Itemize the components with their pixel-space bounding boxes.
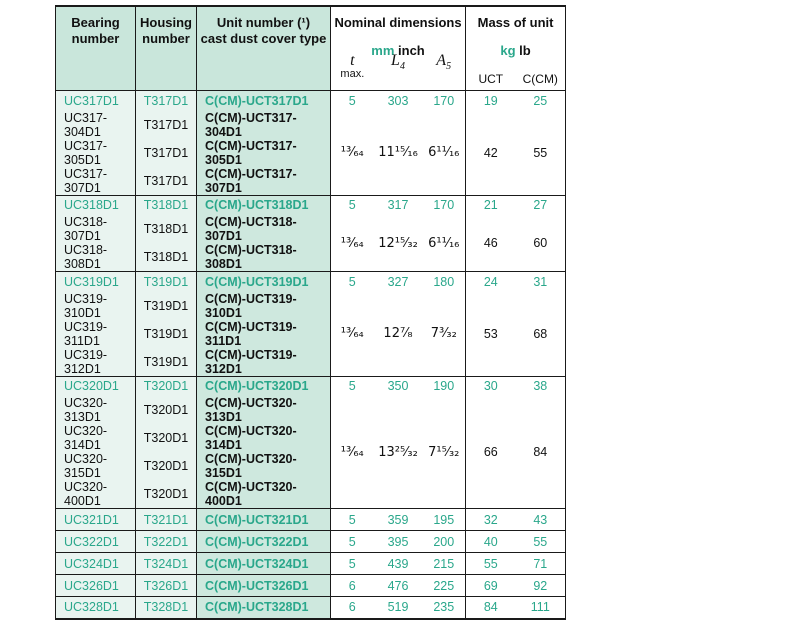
unit-number-cell: C(CM)-UCT320-315D1: [197, 452, 331, 480]
a5-label: A: [436, 51, 447, 69]
ccm-kg-value: 27: [516, 195, 566, 215]
l4-mm-value: 303: [374, 91, 423, 111]
bearing-number-cell: UC319D1: [56, 272, 136, 292]
a5-inch-value: 7³⁄₃₂: [423, 292, 466, 377]
table-row: [56, 509, 566, 531]
unit-number-cell: C(CM)-UCT320-400D1: [197, 480, 331, 509]
mass-of-unit-label: Mass of unit: [477, 15, 554, 30]
unit-number-cell: C(CM)-UCT320-314D1: [197, 424, 331, 452]
l4-inch-value: 11¹⁵⁄₁₆: [374, 111, 423, 196]
table-row: [56, 531, 566, 553]
uct-kg-value: 19: [466, 91, 516, 111]
a5-inch-value: 7¹⁵⁄₃₂: [423, 396, 466, 509]
ccm-kg-value: 111: [516, 597, 566, 619]
t-inch-value: ¹³⁄₆₄: [331, 111, 374, 196]
ccm-column-label: C(CM): [522, 72, 558, 86]
bearing-number-cell: UC320D1: [56, 376, 136, 396]
t-mm-value: 5: [331, 195, 374, 215]
unit-number-cell: C(CM)-UCT317-307D1: [197, 167, 331, 196]
inch-unit-label: inch: [398, 43, 425, 58]
uct-kg-value: 21: [466, 195, 516, 215]
header-housing: [136, 6, 197, 91]
table-row: [56, 292, 566, 320]
a5-mm-value: 170: [423, 91, 466, 111]
a5-inch-value: 6¹¹⁄₁₆: [423, 111, 466, 196]
bearing-number-cell: UC320-314D1: [56, 424, 136, 452]
header-row: [56, 6, 566, 91]
unit-header-line2: cast dust cover type: [200, 31, 327, 46]
housing-number-cell: T328D1: [136, 597, 197, 619]
a5-subscript: 5: [446, 61, 452, 72]
table-row: [56, 553, 566, 575]
l4-mm-value: 519: [374, 597, 423, 619]
bearing-number-cell: UC318-308D1: [56, 243, 136, 272]
unit-header-line1: Unit number (¹): [216, 15, 311, 30]
unit-number-cell: C(CM)-UCT321D1: [197, 509, 331, 531]
table-row: [56, 575, 566, 597]
t-mm-value: 5: [331, 376, 374, 396]
housing-number-cell: T318D1: [136, 243, 197, 272]
t-label: t: [350, 51, 355, 69]
bearing-number-cell: UC320-313D1: [56, 396, 136, 424]
uct-kg-value: 69: [466, 575, 516, 597]
housing-number-cell: T322D1: [136, 531, 197, 553]
unit-number-cell: C(CM)-UCT328D1: [197, 597, 331, 619]
housing-number-cell: T317D1: [136, 91, 197, 111]
a5-mm-value: 225: [423, 575, 466, 597]
uct-kg-value: 24: [466, 272, 516, 292]
l4-inch-value: 12⁷⁄₈: [374, 292, 423, 377]
bearing-number-cell: UC319-312D1: [56, 348, 136, 377]
l4-mm-value: 359: [374, 509, 423, 531]
bearing-number-cell: UC320-400D1: [56, 480, 136, 509]
housing-number-cell: T317D1: [136, 111, 197, 139]
l4-inch-value: 13²⁵⁄₃₂: [374, 396, 423, 509]
nominal-dimensions-label: Nominal dimensions: [334, 15, 462, 30]
housing-number-cell: T324D1: [136, 553, 197, 575]
unit-number-cell: C(CM)-UCT319D1: [197, 272, 331, 292]
table-row: [56, 111, 566, 139]
table-row: [56, 376, 566, 396]
housing-number-cell: T317D1: [136, 139, 197, 167]
unit-number-cell: C(CM)-UCT319-310D1: [197, 292, 331, 320]
ccm-kg-value: 31: [516, 272, 566, 292]
header-bearing: [56, 6, 136, 91]
housing-number-cell: T320D1: [136, 396, 197, 424]
l4-column-header: [374, 53, 423, 88]
uct-kg-value: 55: [466, 553, 516, 575]
table-row: [56, 396, 566, 424]
bearing-number-cell: UC328D1: [56, 597, 136, 619]
l4-mm-value: 327: [374, 272, 423, 292]
a5-mm-value: 180: [423, 272, 466, 292]
ccm-kg-value: 43: [516, 509, 566, 531]
housing-number-cell: T321D1: [136, 509, 197, 531]
ccm-lb-value: 84: [516, 396, 566, 509]
mm-unit-label: mm: [371, 43, 395, 58]
l4-inch-value: 12¹⁵⁄₃₂: [374, 215, 423, 272]
l4-mm-value: 317: [374, 195, 423, 215]
housing-header-label: Housing number: [140, 15, 192, 46]
l4-mm-value: 350: [374, 376, 423, 396]
bearing-number-cell: UC318D1: [56, 195, 136, 215]
table-row: [56, 91, 566, 111]
l4-label: L: [391, 51, 400, 69]
a5-mm-value: 235: [423, 597, 466, 619]
t-mm-value: 6: [331, 597, 374, 619]
a5-mm-value: 195: [423, 509, 466, 531]
lb-unit-label: lb: [519, 43, 531, 58]
t-column-header: [331, 53, 374, 88]
t-mm-value: 5: [331, 272, 374, 292]
t-mm-value: 5: [331, 553, 374, 575]
t-mm-value: 5: [331, 509, 374, 531]
table-row: [56, 272, 566, 292]
uct-lb-value: 66: [466, 396, 516, 509]
uct-column-label: UCT: [478, 72, 504, 86]
housing-number-cell: T319D1: [136, 320, 197, 348]
uct-lb-value: 46: [466, 215, 516, 272]
unit-number-cell: C(CM)-UCT320-313D1: [197, 396, 331, 424]
l4-mm-value: 395: [374, 531, 423, 553]
housing-number-cell: T320D1: [136, 452, 197, 480]
bearing-number-cell: UC319-310D1: [56, 292, 136, 320]
header-mass-of-unit: [466, 6, 566, 91]
ccm-kg-value: 71: [516, 553, 566, 575]
a5-mm-value: 215: [423, 553, 466, 575]
housing-number-cell: T319D1: [136, 348, 197, 377]
unit-number-cell: C(CM)-UCT318-308D1: [197, 243, 331, 272]
housing-number-cell: T318D1: [136, 215, 197, 243]
uct-kg-value: 30: [466, 376, 516, 396]
bearing-number-cell: UC317-304D1: [56, 111, 136, 139]
ccm-kg-value: 38: [516, 376, 566, 396]
bearing-number-cell: UC319-311D1: [56, 320, 136, 348]
t-mm-value: 5: [331, 91, 374, 111]
bearing-units-table-wrap: [55, 5, 566, 620]
bearing-number-cell: UC324D1: [56, 553, 136, 575]
uct-lb-value: 53: [466, 292, 516, 377]
t-mm-value: 5: [331, 531, 374, 553]
ccm-lb-value: 68: [516, 292, 566, 377]
t-inch-value: ¹³⁄₆₄: [331, 396, 374, 509]
housing-number-cell: T317D1: [136, 167, 197, 196]
ccm-kg-value: 25: [516, 91, 566, 111]
table-row: [56, 195, 566, 215]
unit-number-cell: C(CM)-UCT319-311D1: [197, 320, 331, 348]
a5-mm-value: 170: [423, 195, 466, 215]
table-row: [56, 597, 566, 619]
unit-number-cell: C(CM)-UCT318-307D1: [197, 215, 331, 243]
bearing-number-cell: UC326D1: [56, 575, 136, 597]
bearing-number-cell: UC317D1: [56, 91, 136, 111]
unit-number-cell: C(CM)-UCT317-305D1: [197, 139, 331, 167]
a5-mm-value: 190: [423, 376, 466, 396]
ccm-lb-value: 55: [516, 111, 566, 196]
housing-number-cell: T319D1: [136, 272, 197, 292]
unit-number-cell: C(CM)-UCT317D1: [197, 91, 331, 111]
housing-number-cell: T318D1: [136, 195, 197, 215]
l4-subscript: 4: [399, 61, 405, 72]
t-max-label: max.: [340, 67, 365, 80]
l4-mm-value: 439: [374, 553, 423, 575]
table-row: [56, 215, 566, 243]
a5-column-header: [422, 53, 465, 88]
bearing-number-cell: UC321D1: [56, 509, 136, 531]
t-inch-value: ¹³⁄₆₄: [331, 215, 374, 272]
bearing-number-cell: UC320-315D1: [56, 452, 136, 480]
housing-number-cell: T319D1: [136, 292, 197, 320]
ccm-lb-value: 60: [516, 215, 566, 272]
unit-number-cell: C(CM)-UCT317-304D1: [197, 111, 331, 139]
l4-mm-value: 476: [374, 575, 423, 597]
bearing-number-cell: UC318-307D1: [56, 215, 136, 243]
unit-number-cell: C(CM)-UCT320D1: [197, 376, 331, 396]
bearing-units-table: [55, 5, 566, 620]
header-unit: [197, 6, 331, 91]
unit-number-cell: C(CM)-UCT319-312D1: [197, 348, 331, 377]
uct-kg-value: 40: [466, 531, 516, 553]
ccm-kg-value: 92: [516, 575, 566, 597]
unit-number-cell: C(CM)-UCT322D1: [197, 531, 331, 553]
bearing-number-cell: UC317-305D1: [56, 139, 136, 167]
housing-number-cell: T326D1: [136, 575, 197, 597]
a5-inch-value: 6¹¹⁄₁₆: [423, 215, 466, 272]
t-mm-value: 6: [331, 575, 374, 597]
unit-number-cell: C(CM)-UCT324D1: [197, 553, 331, 575]
uct-kg-value: 32: [466, 509, 516, 531]
housing-number-cell: T320D1: [136, 376, 197, 396]
t-inch-value: ¹³⁄₆₄: [331, 292, 374, 377]
bearing-number-cell: UC322D1: [56, 531, 136, 553]
a5-mm-value: 200: [423, 531, 466, 553]
uct-kg-value: 84: [466, 597, 516, 619]
bearing-header-label: Bearing number: [71, 15, 120, 46]
unit-number-cell: C(CM)-UCT326D1: [197, 575, 331, 597]
housing-number-cell: T320D1: [136, 480, 197, 509]
uct-lb-value: 42: [466, 111, 516, 196]
header-nominal-dimensions: [331, 6, 466, 91]
unit-number-cell: C(CM)-UCT318D1: [197, 195, 331, 215]
bearing-number-cell: UC317-307D1: [56, 167, 136, 196]
housing-number-cell: T320D1: [136, 424, 197, 452]
kg-unit-label: kg: [500, 43, 516, 58]
ccm-kg-value: 55: [516, 531, 566, 553]
